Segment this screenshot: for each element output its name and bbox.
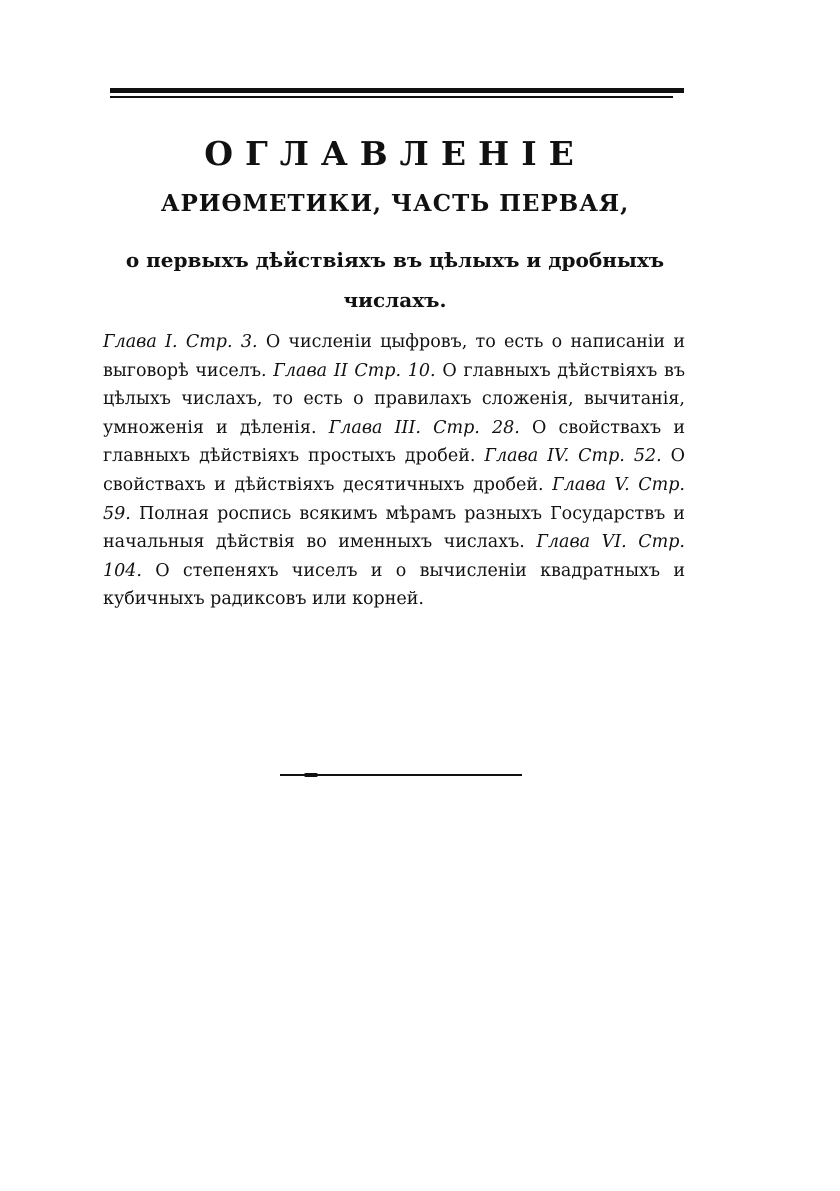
top-double-rule xyxy=(110,88,684,100)
top-rule-thick xyxy=(110,88,684,93)
toc-text: О свойствахъ и дѣйствіяхъ десятичныхъ дробей. xyxy=(103,446,685,495)
bottom-ornament-rule xyxy=(280,774,522,777)
toc-text: О свойствахъ и главныхъ дѣйствіяхъ простыхъ дробей. xyxy=(103,417,685,467)
toc-text: Полная роспись всякимъ мѣрамъ разныхъ Государствъ и начальныя дѣйствія во именныхъ числахъ. xyxy=(103,503,685,553)
toc-chapter: Глава VI. xyxy=(536,532,627,553)
toc-text: О степеняхъ чиселъ и о вычисленіи квадратныхъ и кубичныхъ радиксовъ или корней. xyxy=(103,560,685,610)
toc-chapter: Глава V. xyxy=(552,474,630,495)
toc-page: Стр. 10. xyxy=(354,360,436,381)
top-rule-thin xyxy=(110,96,673,98)
toc-chapter: Глава II xyxy=(273,360,348,381)
toc-text: О главныхъ дѣйствіяхъ въ цѣлыхъ числахъ, то есть о правилахъ сложенія, вычитанія, умноженія и дѣленія. xyxy=(103,360,685,438)
toc-page: Стр. 59. xyxy=(103,474,685,524)
toc-page: Стр. 3. xyxy=(185,332,258,352)
page-subtitle: АРИѲМЕТИКИ, ЧАСТЬ ПЕРВАЯ, xyxy=(160,190,630,217)
page-title: ОГЛАВЛЕНІЕ xyxy=(204,134,586,173)
toc-page: Стр. 52. xyxy=(578,446,662,467)
toc-page: Стр. 104. xyxy=(103,532,685,581)
toc-page: Стр. 28. xyxy=(433,417,520,438)
toc-chapter: Глава I. xyxy=(103,332,178,352)
toc-chapter: Глава IV. xyxy=(484,446,570,467)
toc-chapter: Глава III. xyxy=(328,417,421,438)
table-of-contents xyxy=(103,328,685,614)
page-description: о первыхъ дѣйствіяхъ въ цѣлыхъ и дробныхъ числахъ. xyxy=(125,248,665,312)
bottom-rule-swell xyxy=(304,773,318,777)
toc-text: О численіи цыфровъ, то есть о написаніи и выговорѣ чиселъ. xyxy=(103,332,685,381)
